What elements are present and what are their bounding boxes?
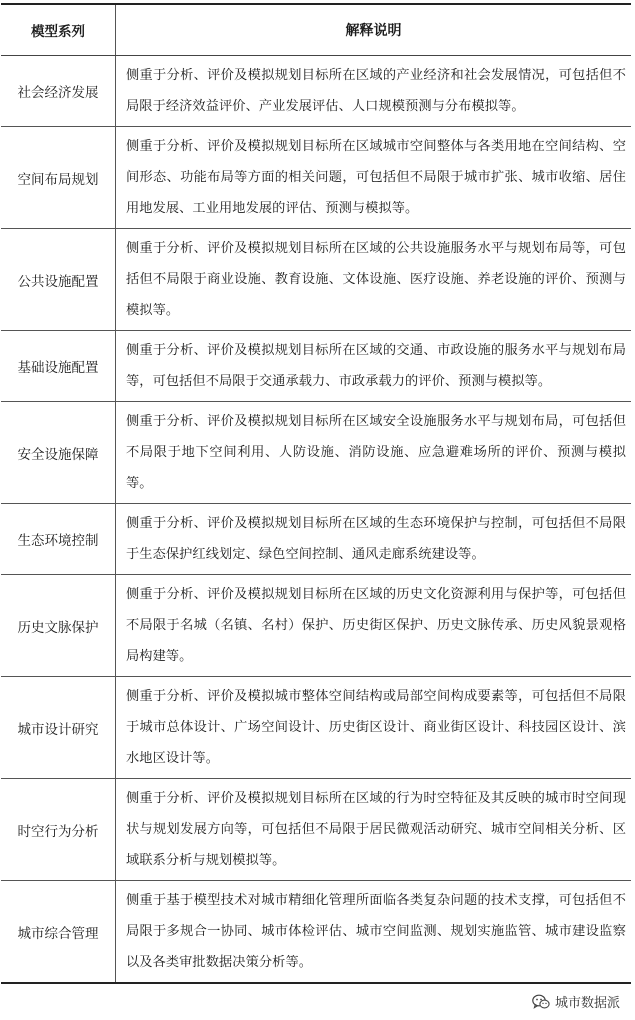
table-row (1, 677, 631, 779)
description-cell: 侧重于分析、评价及模拟规划目标所在区域城市空间整体与各类用地在空间结构、空间形态、功能布局等方面的相关问题，可包括但不局限于城市扩张、城市收缩、居住用地发展、工业用地发展的评估、预测与模拟等。 (116, 127, 632, 229)
watermark-text: 城市数据派 (554, 996, 620, 1011)
header-description: 解释说明 (116, 4, 632, 56)
description-cell: 侧重于分析、评价及模拟规划目标所在区域的历史文化资源利用与保护等，可包括但不局限于名城（名镇、名村）保护、历史街区保护、历史文脉传承、历史风貌景观格局构建等。 (116, 575, 632, 677)
description-cell: 侧重于分析、评价及模拟城市整体空间结构或局部空间构成要素等，可包括但不局限于城市总体设计、广场空间设计、历史街区设计、商业街区设计、科技园区设计、滨水地区设计等。 (116, 677, 632, 779)
table-row (1, 56, 631, 127)
model-name-cell: 安全设施保障 (1, 402, 116, 504)
model-name-cell: 历史文脉保护 (1, 575, 116, 677)
header-model-series: 模型系列 (1, 4, 116, 56)
table-row (1, 402, 631, 504)
table-row (1, 127, 631, 229)
table-row (1, 229, 631, 331)
table-row (1, 881, 631, 984)
description-cell: 侧重于分析、评价及模拟规划目标所在区域的交通、市政设施的服务水平与规划布局等，可包括但不局限于交通承载力、市政承载力的评价、预测与模拟等。 (116, 331, 632, 402)
table-body (1, 56, 631, 984)
model-name-cell: 公共设施配置 (1, 229, 116, 331)
table-header-row (1, 4, 631, 56)
model-name-cell: 社会经济发展 (1, 56, 116, 127)
model-name-cell: 基础设施配置 (1, 331, 116, 402)
model-series-table (1, 3, 631, 984)
description-cell: 侧重于基于模型技术对城市精细化管理所面临各类复杂问题的技术支撑，可包括但不局限于多规合一协同、城市体检评估、城市空间监测、规划实施监管、城市建设监察以及各类审批数据决策分析等。 (116, 881, 632, 984)
description-cell: 侧重于分析、评价及模拟规划目标所在区域的产业经济和社会发展情况，可包括但不局限于经济效益评价、产业发展评估、人口规模预测与分布模拟等。 (116, 56, 632, 127)
description-cell: 侧重于分析、评价及模拟规划目标所在区域的公共设施服务水平与规划布局等，可包括但不局限于商业设施、教育设施、文体设施、医疗设施、养老设施的评价、预测与模拟等。 (116, 229, 632, 331)
model-name-cell: 城市综合管理 (1, 881, 116, 984)
table-row (1, 331, 631, 402)
model-name-cell: 空间布局规划 (1, 127, 116, 229)
table-row (1, 575, 631, 677)
description-cell: 侧重于分析、评价及模拟规划目标所在区域的生态环境保护与控制，可包括但不局限于生态保护红线划定、绿色空间控制、通风走廊系统建设等。 (116, 504, 632, 575)
watermark (529, 991, 623, 1012)
model-name-cell: 生态环境控制 (1, 504, 116, 575)
table-row (1, 779, 631, 881)
model-name-cell: 城市设计研究 (1, 677, 116, 779)
model-name-cell: 时空行为分析 (1, 779, 116, 881)
table-row (1, 504, 631, 575)
wechat-icon (532, 994, 550, 1010)
description-cell: 侧重于分析、评价及模拟规划目标所在区域的行为时空特征及其反映的城市时空间现状与规划发展方向等，可包括但不局限于居民微观活动研究、城市空间相关分析、区域联系分析与规划模拟等。 (116, 779, 632, 881)
description-cell: 侧重于分析、评价及模拟规划目标所在区域安全设施服务水平与规划布局，可包括但不局限于地下空间利用、人防设施、消防设施、应急避难场所的评价、预测与模拟等。 (116, 402, 632, 504)
